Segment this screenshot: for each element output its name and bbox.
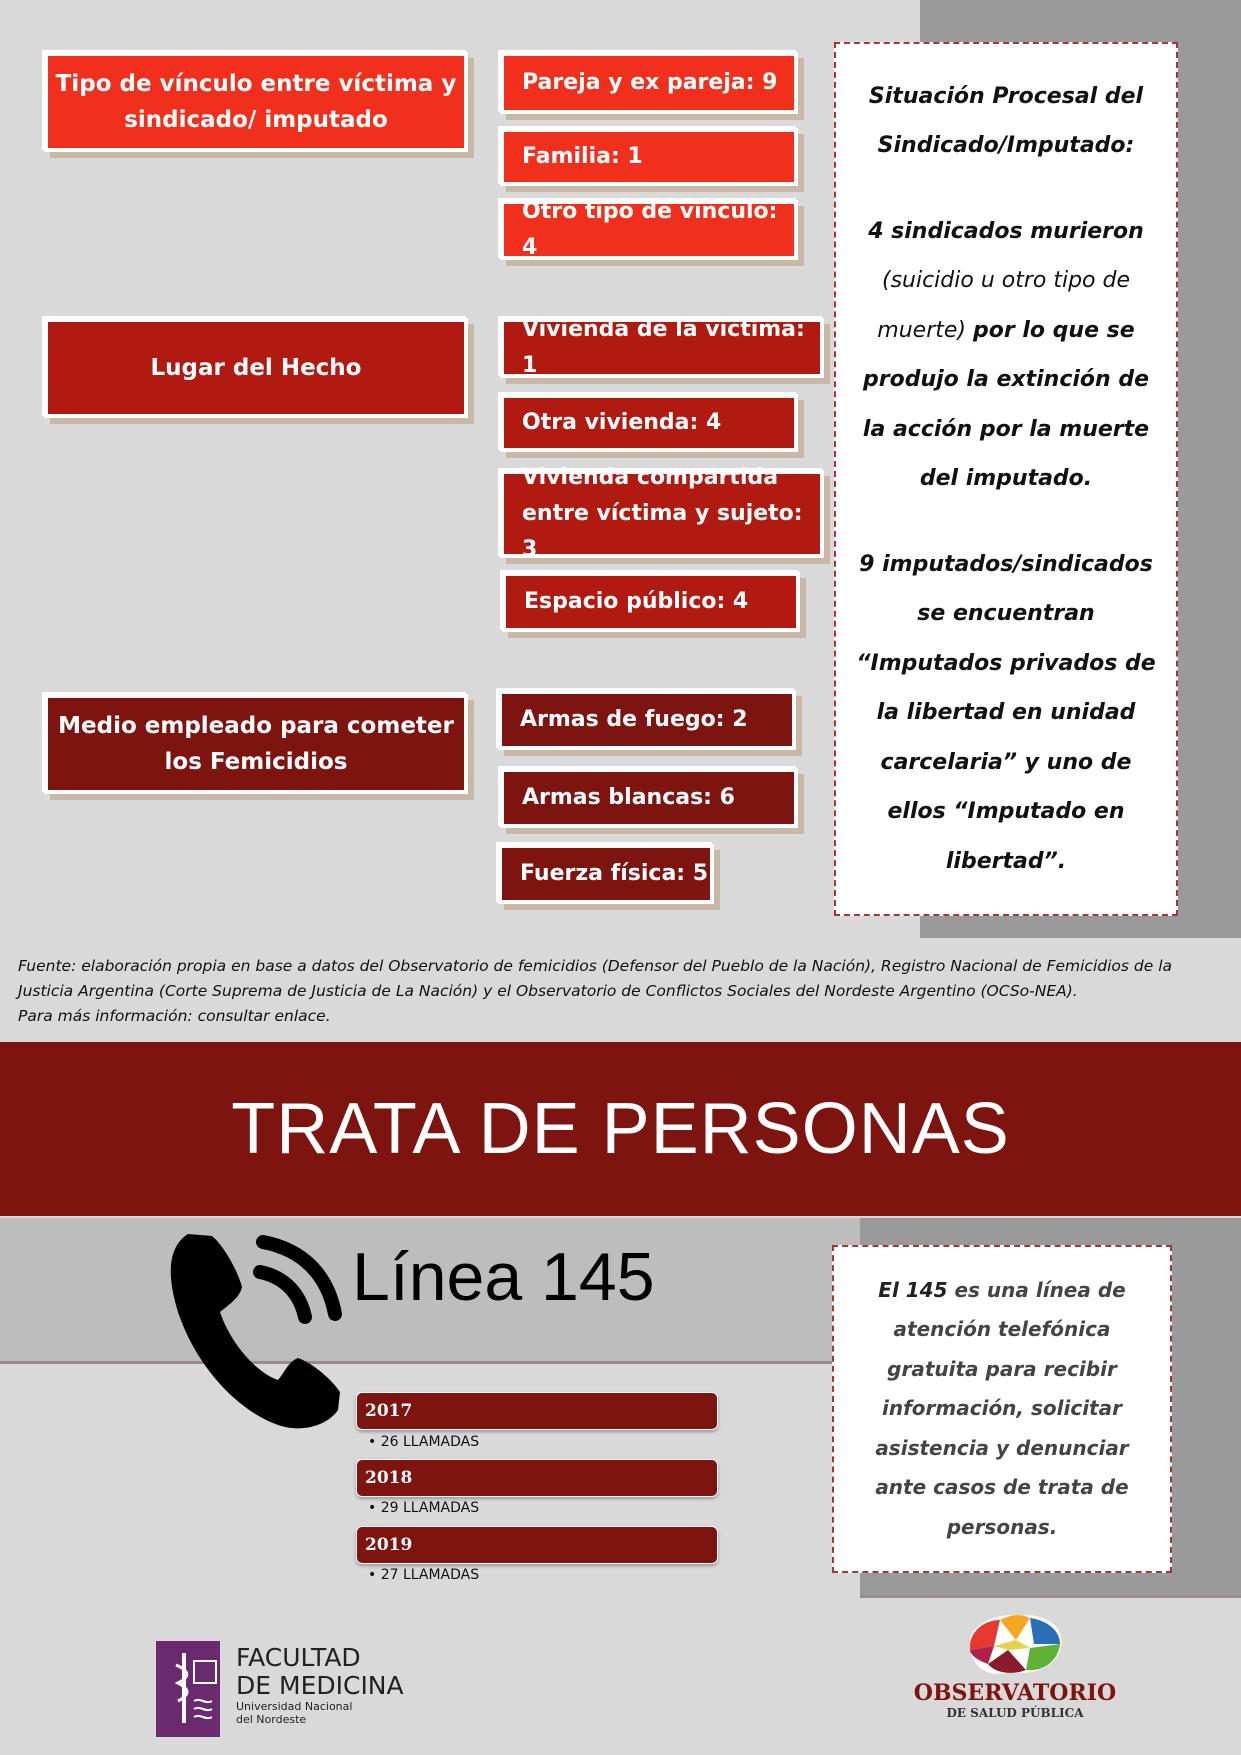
observatorio-line-1: OBSERVATORIO: [913, 1680, 1117, 1706]
situacion-paragraph-1: [850, 207, 1162, 504]
calls-text: 27 LLAMADAS: [380, 1567, 480, 1583]
phone-icon: [160, 1222, 360, 1432]
stat-item-text: Familia: 1: [522, 144, 643, 169]
observatorio-logo-icon: [960, 1610, 1070, 1680]
facultad-sub-1: Universidad Nacional: [236, 1700, 353, 1713]
stat-item: [500, 394, 798, 452]
calls-count: • 27 LLAMADAS: [368, 1567, 480, 1583]
stat-item-text: Otro tipo de vínculo: 4: [522, 199, 778, 260]
situacion-procesal-panel: [834, 42, 1178, 916]
stat-item-text: Armas de fuego: 2: [520, 707, 748, 732]
facultad-sub-2: del Nordeste: [236, 1713, 307, 1726]
stat-item-text: Vivienda de la víctima: 1: [522, 317, 805, 378]
facultad-line-2: DE MEDICINA: [236, 1671, 404, 1700]
p1-rest: por lo que se produjo la extinción de la acción por la muerte del imputado.: [862, 317, 1150, 492]
year-bar: [356, 1526, 718, 1564]
stat-item: [500, 128, 798, 186]
group-label-text: Medio empleado para cometer los Femicidios: [58, 713, 454, 775]
stat-item: [500, 768, 798, 828]
group-label-vinculo: [44, 52, 468, 152]
linea-info-panel: [832, 1245, 1172, 1573]
facultad-line-1: FACULTAD: [236, 1643, 361, 1672]
stat-item: [498, 690, 796, 750]
source-note: [18, 954, 1228, 1029]
source-line-2: Justicia Argentina (Corte Suprema de Justicia de La Nación) y el Observatorio de Conflictos Sociales del Nordeste Argentino (OCSo-NEA).: [18, 982, 1078, 1000]
stat-item: [500, 465, 824, 562]
year-label: 2018: [365, 1468, 413, 1488]
info-text: [854, 1271, 1150, 1548]
linea-145-title: Línea 145: [352, 1239, 655, 1315]
group-label-text: Tipo de vínculo entre víctima y sindicado/ imputado: [55, 71, 457, 133]
group-label-medio: [44, 694, 468, 794]
source-line-1: Fuente: elaboración propia en base a datos del Observatorio de femicidios (Defensor del Pueblo de la Nación), Registro Nacional de Femicidios de la: [18, 957, 1172, 975]
situacion-title: Situación Procesal del Sindicado/Imputado:: [868, 83, 1144, 159]
calls-text: 26 LLAMADAS: [380, 1434, 480, 1450]
stat-item: [500, 52, 798, 114]
stat-item-text: Vivienda compartida entre víctima y sujeto: 3: [522, 465, 803, 562]
stat-item: [502, 572, 800, 632]
stat-item-text: Espacio público: 4: [524, 589, 749, 614]
calls-text: 29 LLAMADAS: [380, 1500, 480, 1516]
year-bar: [356, 1392, 718, 1430]
observatorio-line-2: DE SALUD PÚBLICA: [946, 1706, 1084, 1720]
calls-count: • 26 LLAMADAS: [368, 1434, 480, 1450]
source-line-3: Para más información: consultar enlace.: [18, 1007, 331, 1025]
situacion-paragraph-2: 9 imputados/sindicados se encuentran “Imputados privados de la libertad en unidad carcelaria” y uno de ellos “Imputado en libertad”.: [856, 551, 1156, 874]
year-label: 2017: [365, 1401, 413, 1421]
year-label: 2019: [365, 1535, 413, 1555]
stat-item: [500, 200, 798, 260]
trata-banner: [0, 1042, 1241, 1216]
stat-item: [500, 318, 824, 378]
year-bar: [356, 1459, 718, 1497]
stat-item: [498, 844, 714, 904]
group-label-text: Lugar del Hecho: [150, 355, 362, 381]
facultad-medicina-logo-icon: [156, 1641, 220, 1737]
observatorio-text: [900, 1680, 1130, 1720]
calls-count: • 29 LLAMADAS: [368, 1500, 480, 1516]
p1-italic: (suicidio u otro tipo de muerte): [877, 268, 1130, 343]
stat-item-text: Otra vivienda: 4: [522, 410, 722, 435]
facultad-text: [236, 1644, 404, 1726]
info-rest: es una línea de atención telefónica gratuita para recibir información, solicitar asistencia y denunciar ante casos de trata de personas.: [875, 1277, 1129, 1539]
group-label-lugar: [44, 318, 468, 418]
stat-item-text: Pareja y ex pareja: 9: [522, 70, 778, 95]
banner-title: TRATA DE PERSONAS: [231, 1089, 1010, 1169]
stat-item-text: Fuerza física: 5: [520, 861, 709, 886]
p1-bold: 4 sindicados murieron: [868, 218, 1144, 244]
stat-item-text: Armas blancas: 6: [522, 785, 735, 810]
info-lead: El 145: [878, 1277, 948, 1302]
